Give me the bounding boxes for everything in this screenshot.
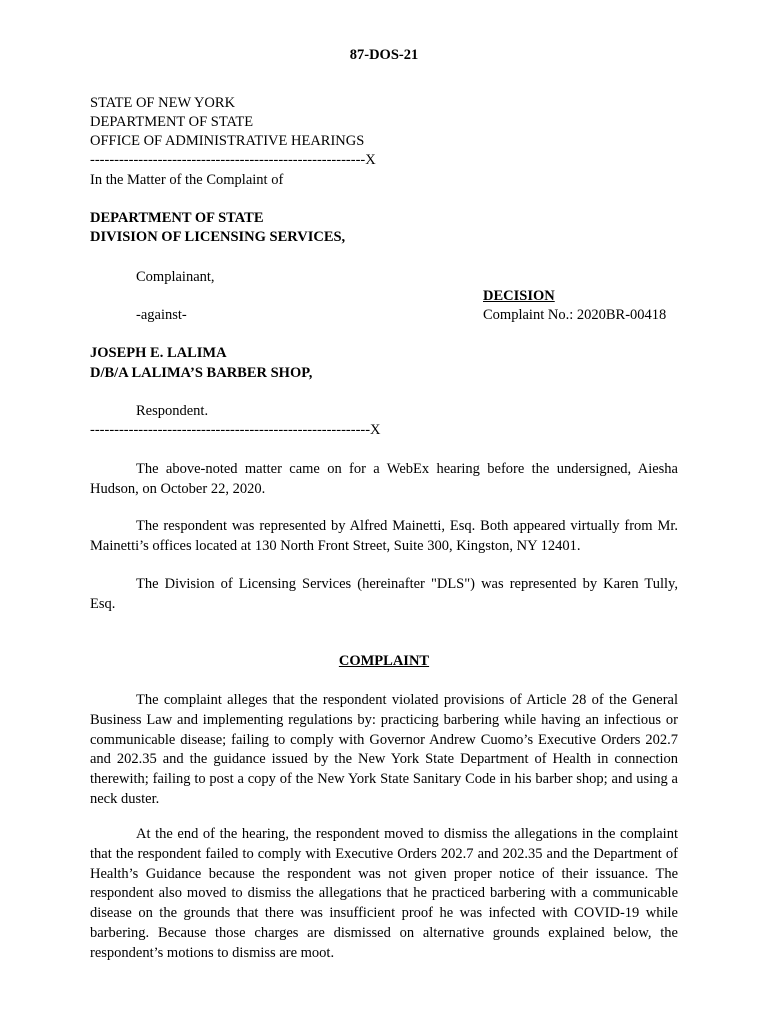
complainant-org-line-1: DEPARTMENT OF STATE [90,210,264,226]
document-number: 87-DOS-21 [349,47,419,63]
paragraph-representation: The respondent was represented by Alfred Mainetti, Esq. Both appeared virtually from Mr. Mainetti’s offices located at 130 North Front Street, Suite 300, Kingston, NY 12401. [90,518,678,554]
caption-rule-bottom: ----------------------------------------------------------X [90,422,381,438]
complaint-number: Complaint No.: 2020BR-00418 [483,307,667,323]
complainant-role: Complainant, [136,269,215,285]
paragraph-hearing: The above-noted matter came on for a WebEx hearing before the undersigned, Aiesha Hudson, on October 22, 2020. [90,461,678,497]
against-line: -against- [136,307,187,323]
respondent-name-line-1: JOSEPH E. LALIMA [90,345,227,361]
respondent-role: Respondent. [136,403,209,419]
paragraph-dls: The Division of Licensing Services (hereinafter "DLS") was represented by Karen Tully, Esq. [90,576,678,612]
decision-heading: DECISION [483,288,555,304]
caption-rule-top: ---------------------------------------------------------X [90,152,376,168]
complaint-heading: COMPLAINT [338,653,430,669]
caption-matter-line: In the Matter of the Complaint of [90,172,284,188]
paragraph-complaint-allegations: The complaint alleges that the respondent violated provisions of Article 28 of the General Business Law and implementing regulations by: practicing barbering while having an infectious or communicable disease; failing to comply with Governor Andrew Cuomo’s Executive Orders 202.7 and 202.35 and the guidance issued by the New York State Department of Health in connection therewith; failing to post a copy of the New York State Sanitary Code in his barber shop; and using a neck duster. [90,692,678,807]
paragraph-motions: At the end of the hearing, the respondent moved to dismiss the allegations in the complaint that the respondent failed to comply with Executive Orders 202.7 and 202.35 and the Department of Health’s Guidance because the respondent was not given proper notice of their issuance. The respondent also moved to dismiss the allegations that he practiced barbering with a communicable disease on the grounds that there was insufficient proof he was infected with COVID-19 while barbering. Because those charges are dismissed on alternative grounds explained below, the respondent’s motions to dismiss are moot. [90,826,678,961]
complainant-org-line-2: DIVISION OF LICENSING SERVICES, [90,229,346,245]
respondent-name-line-2: D/B/A LALIMA’S BARBER SHOP, [90,365,313,381]
caption-department: DEPARTMENT OF STATE [90,114,254,130]
caption-state: STATE OF NEW YORK [90,95,236,111]
caption-office: OFFICE OF ADMINISTRATIVE HEARINGS [90,133,365,149]
